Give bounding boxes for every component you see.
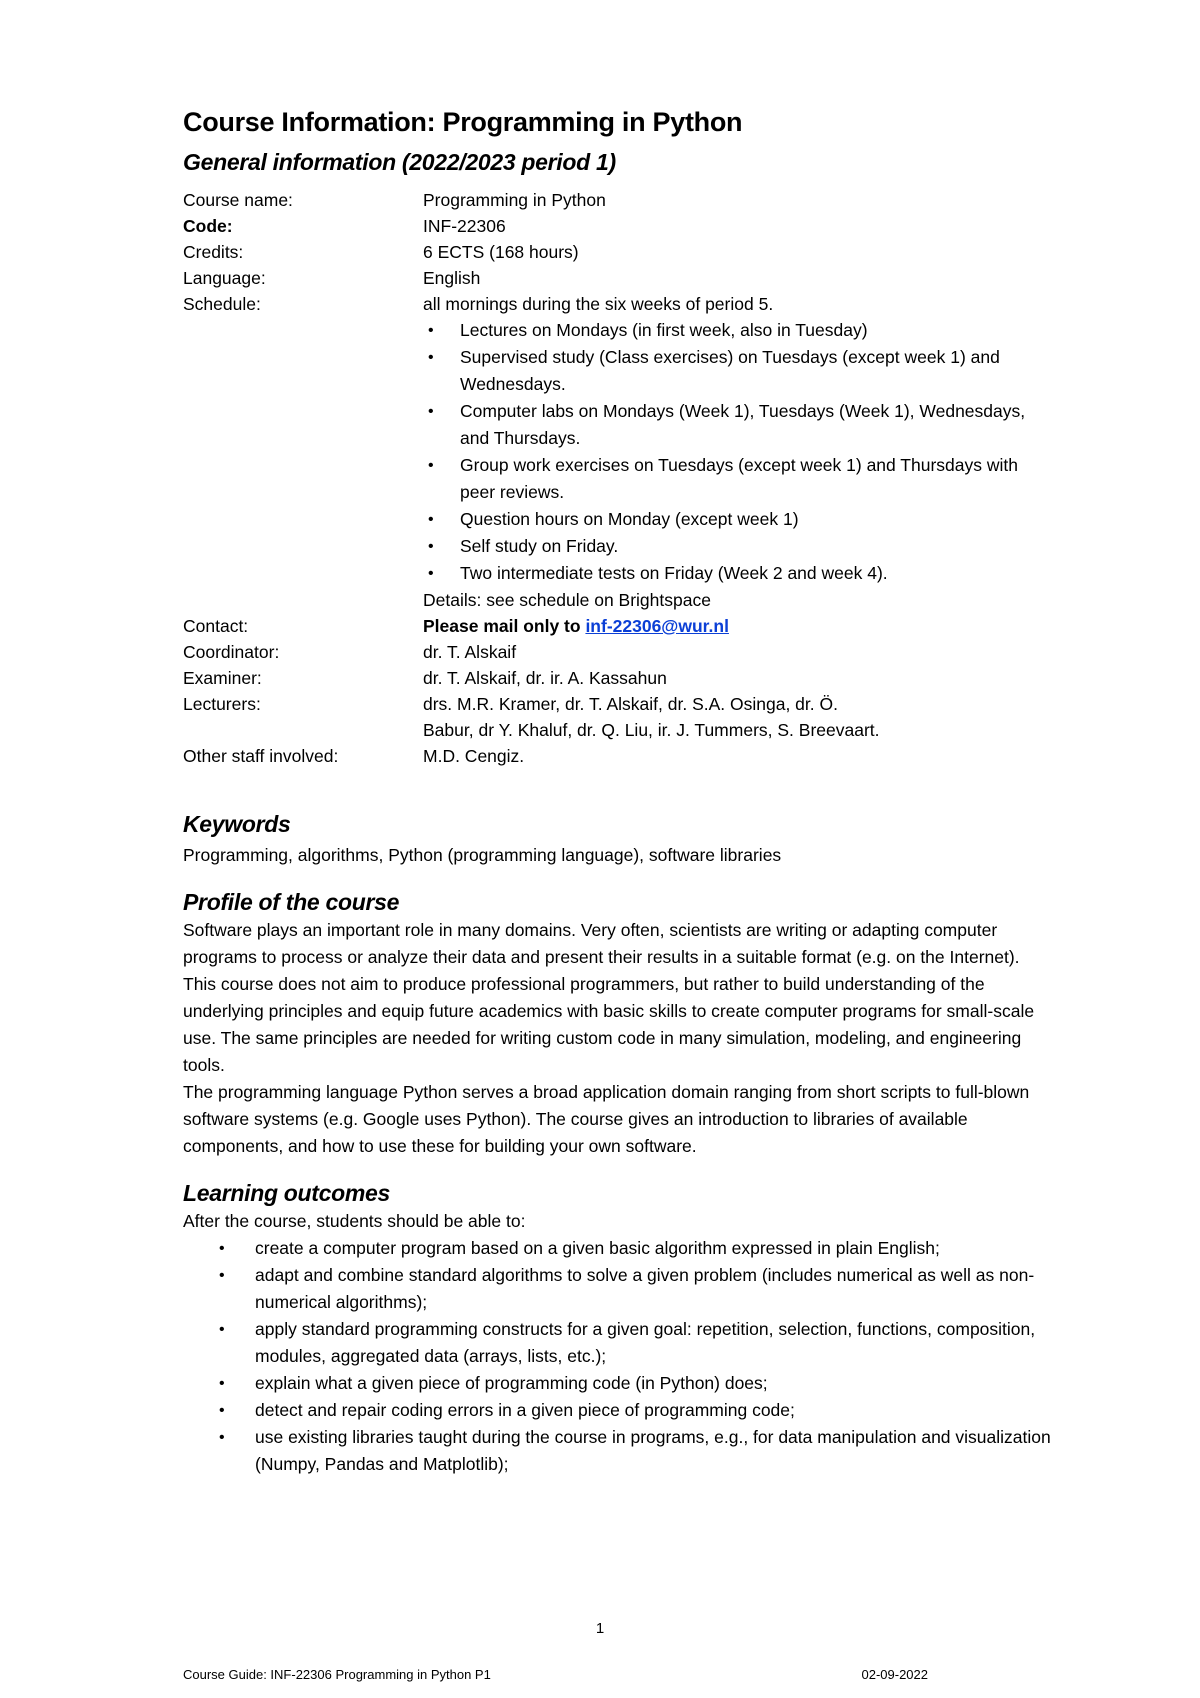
bullet-icon: •: [428, 565, 434, 582]
bullet-icon: •: [428, 457, 434, 474]
other-staff-label: Other staff involved:: [183, 746, 339, 766]
contact-value: [423, 613, 1053, 639]
examiner-label: Examiner:: [183, 668, 262, 688]
learning-outcomes-section: [183, 1178, 1053, 1478]
language-label: Language:: [183, 268, 266, 288]
bullet-icon: •: [219, 1402, 225, 1419]
bullet-icon: •: [219, 1240, 225, 1257]
learning-outcomes-heading: Learning outcomes: [183, 1180, 391, 1206]
learning-outcomes-intro: After the course, students should be able to:: [183, 1211, 526, 1231]
contact-text: Please mail only to: [423, 616, 581, 636]
list-item: • Two intermediate tests on Friday (Week 2 and week 4).: [423, 560, 1053, 587]
bullet-icon: •: [219, 1267, 225, 1284]
schedule-details: Details: see schedule on Brightspace: [423, 590, 711, 610]
lecturers-value: drs. M.R. Kramer, dr. T. Alskaif, dr. S.A. Osinga, dr. Ö. Babur, dr Y. Khaluf, dr. Q. Liu, ir. J. Tummers, S. Breevaart.: [423, 694, 880, 740]
profile-heading: Profile of the course: [183, 889, 400, 915]
credits-label: Credits:: [183, 242, 244, 262]
course-info-table: [183, 187, 1053, 769]
schedule-intro: all mornings during the six weeks of period 5.: [423, 294, 774, 314]
course-name-value: Programming in Python: [423, 190, 606, 210]
list-item: • create a computer program based on a given basic algorithm expressed in plain English;: [183, 1235, 1053, 1262]
list-item: • adapt and combine standard algorithms to solve a given problem (includes numerical as well as non-numerical algorithms);: [183, 1262, 1053, 1316]
coordinator-value: dr. T. Alskaif: [423, 642, 517, 662]
contact-email-link[interactable]: inf-22306@wur.nl: [585, 616, 729, 636]
schedule-list: [423, 317, 1053, 587]
bullet-icon: •: [428, 349, 434, 366]
keywords-section: [183, 809, 1053, 869]
code-label: Code:: [183, 216, 233, 236]
lecturers-label: Lecturers:: [183, 694, 261, 714]
profile-paragraph-2: The programming language Python serves a broad application domain ranging from short scripts to full-blown software systems (e.g. Google uses Python). The course gives an introduction to libraries of available components, and how to use these for building your own software.: [183, 1082, 1030, 1156]
examiner-value: dr. T. Alskaif, dr. ir. A. Kassahun: [423, 668, 667, 688]
schedule-value: [423, 291, 1053, 613]
keywords-heading: Keywords: [183, 811, 291, 837]
learning-outcomes-list: [183, 1235, 1053, 1478]
bullet-icon: •: [219, 1375, 225, 1392]
list-item: • Question hours on Monday (except week 1): [423, 506, 1053, 533]
bullet-icon: •: [219, 1321, 225, 1338]
schedule-label: Schedule:: [183, 294, 261, 314]
page-number: 1: [595, 1620, 605, 1637]
list-item: • Group work exercises on Tuesdays (except week 1) and Thursdays with peer reviews.: [423, 452, 1053, 506]
contact-label: Contact:: [183, 616, 249, 636]
bullet-icon: •: [428, 538, 434, 555]
profile-section: [183, 887, 1053, 1160]
page-footer: [183, 1667, 928, 1682]
footer-date: 02-09-2022: [861, 1667, 928, 1682]
bullet-icon: •: [428, 322, 434, 339]
list-item: • Self study on Friday.: [423, 533, 1053, 560]
list-item: • Computer labs on Mondays (Week 1), Tuesdays (Week 1), Wednesdays, and Thursdays.: [423, 398, 1053, 452]
page-title: Course Information: Programming in Python: [183, 107, 743, 137]
bullet-icon: •: [428, 403, 434, 420]
profile-paragraph-1: Software plays an important role in many domains. Very often, scientists are writing or adapting computer programs to process or analyze their data and present their results in a suitable format (e.g. on the Internet). This course does not aim to produce professional programmers, but rather to build understanding of the underlying principles and equip future academics with basic skills to create computer programs for small-scale use. The same principles are needed for writing custom code in many simulation, modeling, and engineering tools.: [183, 920, 1035, 1075]
list-item: • use existing libraries taught during the course in programs, e.g., for data manipulation and visualization (Numpy, Pandas and Matplotlib);: [183, 1424, 1053, 1478]
bullet-icon: •: [428, 511, 434, 528]
bullet-icon: •: [219, 1429, 225, 1446]
list-item: • Supervised study (Class exercises) on Tuesdays (except week 1) and Wednesdays.: [423, 344, 1053, 398]
list-item: • detect and repair coding errors in a given piece of programming code;: [183, 1397, 1053, 1424]
language-value: English: [423, 268, 481, 288]
other-staff-value: M.D. Cengiz.: [423, 746, 525, 766]
coordinator-label: Coordinator:: [183, 642, 280, 662]
credits-value: 6 ECTS (168 hours): [423, 242, 579, 262]
code-value: INF-22306: [423, 216, 506, 236]
keywords-text: Programming, algorithms, Python (programming language), software libraries: [183, 845, 782, 865]
footer-left: Course Guide: INF-22306 Programming in Python P1: [183, 1667, 491, 1682]
document-page: [183, 105, 1053, 1478]
course-name-label: Course name:: [183, 190, 293, 210]
list-item: • apply standard programming constructs for a given goal: repetition, selection, functions, composition, modules, aggregated data (arrays, lists, etc.);: [183, 1316, 1053, 1370]
list-item: • Lectures on Mondays (in first week, also in Tuesday): [423, 317, 1053, 344]
general-info-heading: General information (2022/2023 period 1): [183, 149, 616, 175]
list-item: • explain what a given piece of programming code (in Python) does;: [183, 1370, 1053, 1397]
